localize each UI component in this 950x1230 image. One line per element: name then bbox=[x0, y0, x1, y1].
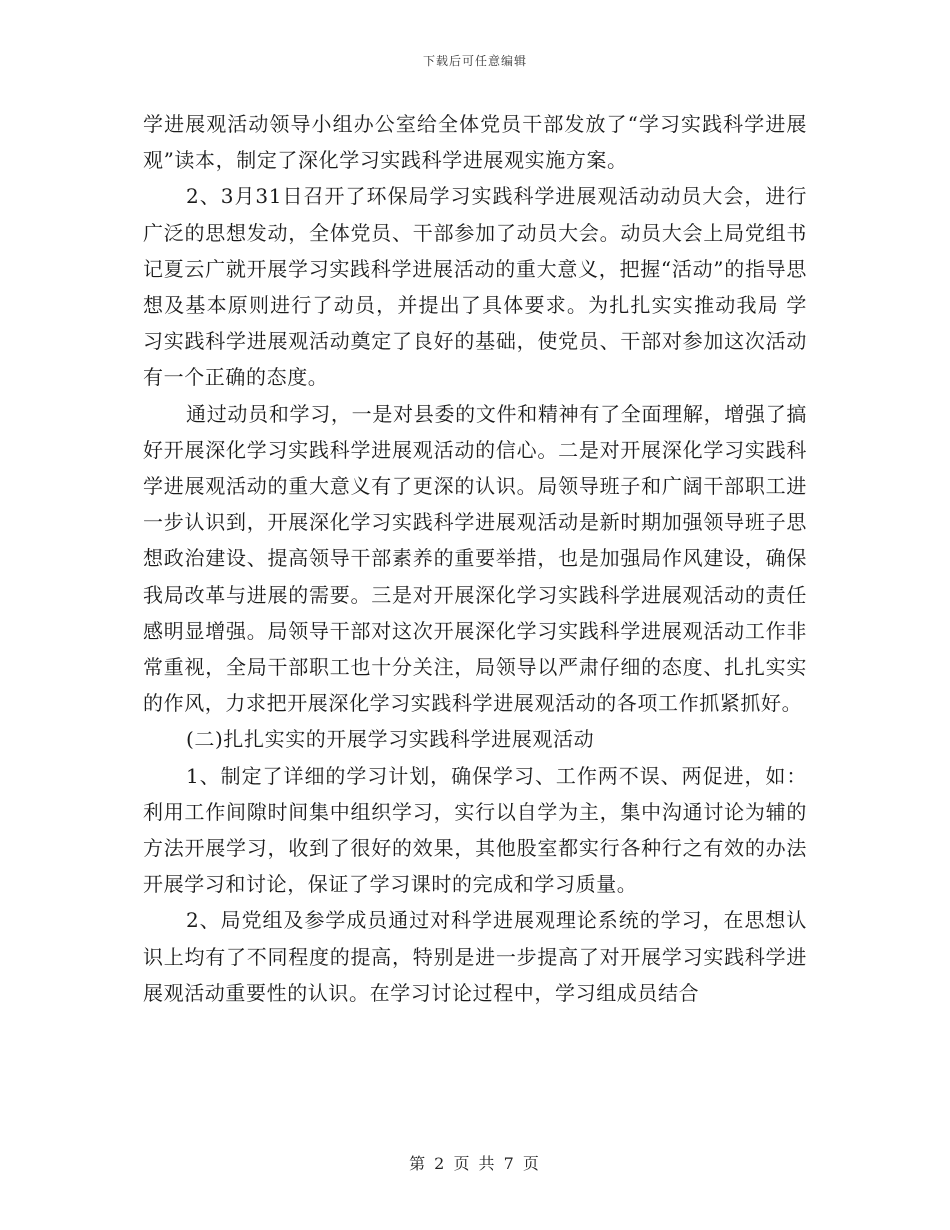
page-header: 下载后可任意编辑 bbox=[422, 54, 527, 68]
page-number: 第 2 页 共 7 页 bbox=[409, 1154, 541, 1173]
paragraph-continuation: 学进展观活动领导小组办公室给全体党员干部发放了“学习实践科学进展观”读本，制定了深化学习实践科学进展观实施方案。 bbox=[143, 112, 807, 173]
paragraph-learning-outcomes: 通过动员和学习，一是对县委的文件和精神有了全面理解，增强了搞好开展深化学习实践科学进展观活动的信心。二是对开展深化学习实践科学进展观活动的重大意义有了更深的认识。局领导班子和广阔干部职工进一步认识到，开展深化学习实践科学进展观活动是新时期加强领导班子思想政治建设、提高领导干部素养的重要举措，也是加强局作风建设，确保我局改革与进展的需要。三是对开展深化学习实践科学进展观活动的责任感明显增强。局领导干部对这次开展深化学习实践科学进展观活动工作非常重视，全局干部职工也十分关注，局领导以严肃仔细的态度、扎扎实实的作风，力求把开展深化学习实践科学进展观活动的各项工作抓紧抓好。 bbox=[143, 401, 807, 716]
paragraph-mobilization-meeting: 2、3月31日召开了环保局学习实践科学进展观活动动员大会，进行广泛的思想发动，全体党员、干部参加了动员大会。动员大会上局党组书记夏云广就开展学习实践科学进展活动的重大意义，把握“活动”的指导思想及基本原则进行了动员，并提出了具体要求。为扎扎实实推动我局 学习实践科学进展观活动奠定了良好的基础，使党员、干部对参加这次活动有一个正确的态度。 bbox=[143, 184, 807, 390]
section-heading: (二)扎扎实实的开展学习实践科学进展观活动 bbox=[186, 727, 595, 752]
paragraph-party-group-study: 2、局党组及参学成员通过对科学进展观理论系统的学习，在思想认识上均有了不同程度的提高，特别是进一步提高了对开展学习实践科学进展观活动重要性的认识。在学习讨论过程中，学习组成员结合 bbox=[143, 908, 807, 1005]
paragraph-study-plan: 1、制定了详细的学习计划，确保学习、工作两不误、两促进，如：利用工作间隙时间集中组织学习，实行以自学为主，集中沟通讨论为辅的方法开展学习，收到了很好的效果，其他股室都实行各种行之有效的办法开展学习和讨论，保证了学习课时的完成和学习质量。 bbox=[143, 763, 807, 897]
document-body bbox=[143, 106, 807, 1011]
